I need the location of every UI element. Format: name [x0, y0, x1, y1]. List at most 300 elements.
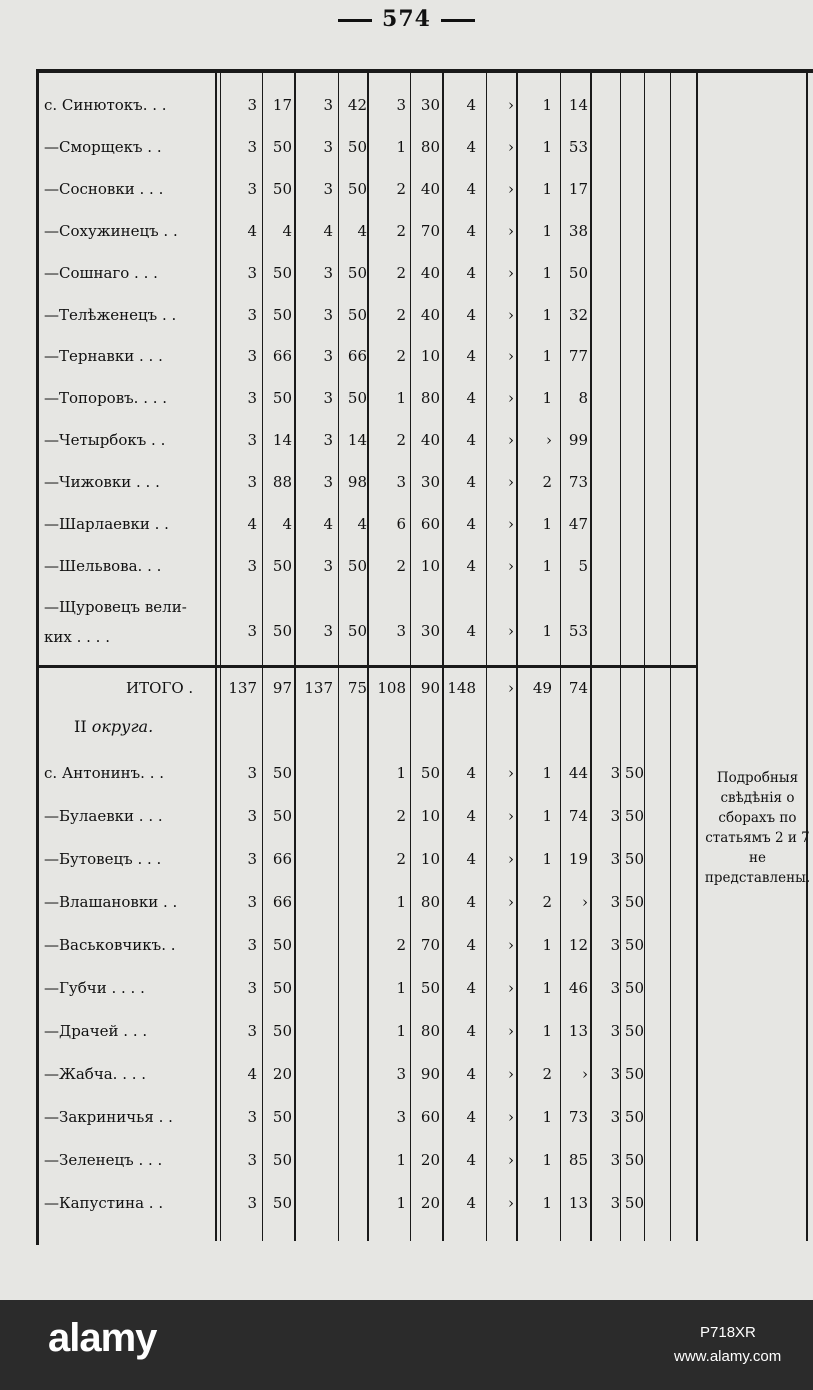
table-cell: 49	[532, 679, 552, 697]
table-cell: 60	[420, 515, 440, 533]
table-cell: 32	[568, 306, 588, 324]
table-cell: 1	[396, 1194, 406, 1212]
table-cell: 13	[568, 1022, 588, 1040]
table-cell: 4	[282, 222, 292, 240]
table-cell: 4	[466, 850, 476, 868]
table-cell: 137	[304, 679, 333, 697]
table-cell: 1	[542, 515, 552, 533]
table-cell: 4	[466, 389, 476, 407]
page-number: 574	[382, 6, 431, 32]
table-cell: 3 50	[610, 893, 644, 911]
table-cell: 14	[347, 431, 367, 449]
table-cell: 1	[396, 389, 406, 407]
table-cell: 4	[466, 1108, 476, 1126]
row-name: —Телѣженецъ . .	[44, 306, 177, 324]
table-cell: 2	[396, 557, 406, 575]
table-cell: 70	[420, 936, 440, 954]
table-cell: 6	[396, 515, 406, 533]
table-cell: 14	[568, 96, 588, 114]
table-cell: 50	[347, 180, 367, 198]
table-cell: 1	[396, 979, 406, 997]
table-cell: 50	[347, 306, 367, 324]
row-name: —Сошнаго . . .	[44, 264, 158, 282]
table-cell: 14	[272, 431, 292, 449]
table-cell: 20	[272, 1065, 292, 1083]
table-cell: 4	[466, 515, 476, 533]
table-cell: 3 50	[610, 1108, 644, 1126]
table-cell: 80	[420, 138, 440, 156]
table-cell: ›	[508, 622, 514, 640]
table-cell: 90	[420, 1065, 440, 1083]
table-cell: 98	[347, 473, 367, 491]
table-cell: 3 50	[610, 979, 644, 997]
table-cell: 108	[377, 679, 406, 697]
table-cell: 3 50	[610, 1065, 644, 1083]
table-cell: 2	[542, 473, 552, 491]
table-cell: 3	[323, 473, 333, 491]
table-cell: 3	[323, 264, 333, 282]
table-cell: ›	[508, 1108, 514, 1126]
table-cell: 1	[542, 1022, 552, 1040]
table-cell: 4	[466, 622, 476, 640]
table-cell: 66	[347, 347, 367, 365]
table-cell: 1	[542, 936, 552, 954]
table-cell: 3	[247, 347, 257, 365]
table-cell: 1	[542, 557, 552, 575]
table-cell: 17	[272, 96, 292, 114]
table-cell: 50	[272, 180, 292, 198]
table-cell: 2	[396, 306, 406, 324]
table-row	[0, 96, 813, 126]
table-cell: 4	[466, 264, 476, 282]
table-cell: 4	[323, 222, 333, 240]
table-cell: 3	[396, 1065, 406, 1083]
table-cell: 4	[357, 222, 367, 240]
row-name: —Булаевки . . .	[44, 807, 163, 825]
table-cell: 1	[542, 138, 552, 156]
table-cell: 3	[323, 306, 333, 324]
table-cell: 1	[542, 264, 552, 282]
table-cell: 50	[272, 936, 292, 954]
table-cell: ›	[508, 431, 514, 449]
table-cell: ›	[508, 979, 514, 997]
table-cell: 50	[272, 1151, 292, 1169]
table-cell: 73	[568, 1108, 588, 1126]
table-cell: 1	[542, 347, 552, 365]
table-cell: 60	[420, 1108, 440, 1126]
table-cell: 3	[247, 1151, 257, 1169]
table-cell: 3	[247, 979, 257, 997]
row-name: —Васьковчикъ. .	[44, 936, 176, 954]
table-cell: 2	[396, 850, 406, 868]
table-cell: 80	[420, 389, 440, 407]
row-name: —Топоровъ. . . .	[44, 389, 168, 407]
table-cell: 137	[228, 679, 257, 697]
table-cell: 50	[272, 764, 292, 782]
table-cell: 50	[272, 306, 292, 324]
table-cell: 90	[420, 679, 440, 697]
table-cell: ›	[508, 893, 514, 911]
table-cell: 1	[542, 979, 552, 997]
table-cell: 3	[323, 180, 333, 198]
table-cell: 20	[420, 1194, 440, 1212]
table-cell: ›	[508, 222, 514, 240]
watermark-logo: alamy	[48, 1316, 157, 1360]
table-cell: 4	[466, 1065, 476, 1083]
table-cell: 4	[466, 431, 476, 449]
table-cell: ›	[508, 96, 514, 114]
table-cell: 2	[396, 180, 406, 198]
table-row	[0, 850, 813, 880]
table-cell: 66	[272, 347, 292, 365]
table-cell: 3	[247, 1022, 257, 1040]
table-cell: ›	[508, 1151, 514, 1169]
table-cell: 40	[420, 180, 440, 198]
table-row	[0, 1194, 813, 1224]
row-name: —Бутовецъ . . .	[44, 850, 162, 868]
table-cell: 3	[247, 764, 257, 782]
table-cell: 50	[272, 557, 292, 575]
table-cell: 1	[542, 1151, 552, 1169]
table-row	[0, 515, 813, 545]
row-name: —Сохужинецъ . .	[44, 222, 178, 240]
table-cell: ›	[508, 347, 514, 365]
table-cell: ›	[508, 1194, 514, 1212]
table-cell: 2	[396, 807, 406, 825]
table-row	[0, 264, 813, 294]
table-cell: 1	[396, 893, 406, 911]
table-cell: ›	[508, 264, 514, 282]
table-cell: 2	[396, 222, 406, 240]
table-cell: 75	[347, 679, 367, 697]
table-cell: 3	[247, 96, 257, 114]
table-cell: 4	[466, 1194, 476, 1212]
table-cell: 3 50	[610, 936, 644, 954]
row-name: —Тернавки . . .	[44, 347, 163, 365]
table-row	[0, 347, 813, 377]
table-cell: 66	[272, 893, 292, 911]
table-cell: 50	[347, 622, 367, 640]
row-name: —Драчей . . .	[44, 1022, 148, 1040]
table-cell: ›	[508, 515, 514, 533]
table-cell: 4	[466, 473, 476, 491]
table-cell: 50	[272, 264, 292, 282]
table-cell: 4	[357, 515, 367, 533]
table-cell: 3	[247, 622, 257, 640]
row-name: —Влашановки . .	[44, 893, 178, 911]
table-cell: ›	[582, 893, 588, 911]
table-cell: 4	[466, 1022, 476, 1040]
table-cell: 80	[420, 1022, 440, 1040]
table-cell: ›	[508, 138, 514, 156]
table-cell: 4	[247, 222, 257, 240]
table-cell: 4	[466, 936, 476, 954]
table-cell: 50	[420, 979, 440, 997]
table-cell: 3	[396, 473, 406, 491]
table-cell: 99	[568, 431, 588, 449]
table-cell: 2	[396, 936, 406, 954]
table-cell: 2	[396, 347, 406, 365]
table-row	[0, 592, 813, 646]
table-cell: ›	[508, 180, 514, 198]
table-cell: 2	[542, 893, 552, 911]
table-cell: ›	[508, 1022, 514, 1040]
table-cell: 50	[347, 264, 367, 282]
table-cell: 1	[542, 389, 552, 407]
table-cell: 3 50	[610, 807, 644, 825]
row-name: —Закриничья . .	[44, 1108, 173, 1126]
table-cell: 3	[247, 1108, 257, 1126]
table-cell: 12	[568, 936, 588, 954]
side-note: Подробныя свѣдѣнія о сборахъ по статьямъ 2 и 7 не представлены.	[704, 770, 811, 886]
table-cell: 53	[568, 622, 588, 640]
table-cell: 3 50	[610, 1194, 644, 1212]
row-name: —Жабча. . . .	[44, 1065, 147, 1083]
table-cell: 88	[272, 473, 292, 491]
row-name: с. Синютокъ. . .	[44, 96, 167, 114]
table-cell: 47	[568, 515, 588, 533]
table-cell: 3	[247, 850, 257, 868]
table-cell: 3 50	[610, 1151, 644, 1169]
table-row	[0, 1065, 813, 1095]
table-cell: 53	[568, 138, 588, 156]
table-cell: 4	[466, 347, 476, 365]
table-cell: 4	[466, 557, 476, 575]
table-cell: ›	[508, 473, 514, 491]
table-cell: 4	[323, 515, 333, 533]
table-cell: 50	[568, 264, 588, 282]
table-cell: 42	[347, 96, 367, 114]
section-number: II	[74, 717, 87, 736]
table-cell: 30	[420, 473, 440, 491]
table-cell: 1	[542, 764, 552, 782]
table-cell: 3	[247, 936, 257, 954]
table-cell: 4	[466, 764, 476, 782]
table-cell: 3	[323, 389, 333, 407]
table-cell: 40	[420, 306, 440, 324]
table-cell: 3	[396, 622, 406, 640]
table-cell: 1	[542, 222, 552, 240]
table-cell: 30	[420, 96, 440, 114]
table-cell: 1	[396, 764, 406, 782]
table-cell: 1	[396, 138, 406, 156]
table-row	[0, 138, 813, 168]
table-cell: 66	[272, 850, 292, 868]
table-cell: 4	[466, 96, 476, 114]
table-cell: 4	[466, 138, 476, 156]
table-cell: 70	[420, 222, 440, 240]
table-cell: 77	[568, 347, 588, 365]
table-cell: ›	[508, 936, 514, 954]
table-cell: 74	[568, 679, 588, 697]
section-heading	[74, 717, 153, 736]
table-cell: 3	[323, 347, 333, 365]
table-cell: 85	[568, 1151, 588, 1169]
table-cell: 13	[568, 1194, 588, 1212]
row-name: —Губчи . . . .	[44, 979, 145, 997]
table-cell: 3	[247, 180, 257, 198]
table-cell: 44	[568, 764, 588, 782]
table-cell: ›	[508, 850, 514, 868]
table-cell: ›	[508, 807, 514, 825]
table-cell: 3	[323, 622, 333, 640]
table-cell: 40	[420, 431, 440, 449]
table-cell: 40	[420, 264, 440, 282]
table-cell: 50	[272, 1022, 292, 1040]
table-cell: 1	[396, 1022, 406, 1040]
table-cell: 97	[272, 679, 292, 697]
table-cell: 3 50	[610, 1022, 644, 1040]
table-cell: 19	[568, 850, 588, 868]
table-cell: 10	[420, 557, 440, 575]
table-cell: 3	[247, 893, 257, 911]
watermark-url: www.alamy.com	[674, 1348, 782, 1365]
table-row	[0, 807, 813, 837]
table-cell: 50	[272, 1194, 292, 1212]
row-name: ИТОГО .	[126, 679, 194, 697]
table-cell: ›	[508, 389, 514, 407]
row-name: —Чижовки . . .	[44, 473, 160, 491]
header-dash-left	[338, 19, 372, 22]
table-row	[0, 1108, 813, 1138]
table-cell: 38	[568, 222, 588, 240]
table-cell: 3	[247, 807, 257, 825]
table-cell: 148	[447, 679, 476, 697]
table-cell: 50	[347, 557, 367, 575]
table-cell: 17	[568, 180, 588, 198]
row-name: —Четырбокъ . .	[44, 431, 166, 449]
table-cell: 4	[247, 515, 257, 533]
table-cell: 20	[420, 1151, 440, 1169]
table-row	[0, 764, 813, 794]
table-cell: 4	[466, 306, 476, 324]
table-cell: ›	[508, 306, 514, 324]
table-cell: 4	[247, 1065, 257, 1083]
table-cell: ›	[546, 431, 552, 449]
table-cell: 1	[542, 180, 552, 198]
table-cell: 3	[247, 557, 257, 575]
table-cell: 3	[247, 306, 257, 324]
row-name: —Сосновки . . .	[44, 180, 164, 198]
table-cell: 1	[396, 1151, 406, 1169]
table-cell: 50	[272, 138, 292, 156]
section-word: округа.	[91, 717, 154, 736]
table-row	[0, 679, 813, 709]
table-cell: 4	[466, 807, 476, 825]
table-cell: 1	[542, 306, 552, 324]
table-cell: 30	[420, 622, 440, 640]
table-cell: ›	[582, 1065, 588, 1083]
table-cell: 2	[396, 264, 406, 282]
table-cell: 1	[542, 807, 552, 825]
watermark-image-id: P718XR	[700, 1324, 756, 1341]
table-cell: 50	[347, 138, 367, 156]
table-row	[0, 1151, 813, 1181]
table-cell: 50	[272, 1108, 292, 1126]
table-row	[0, 979, 813, 1009]
table-cell: 73	[568, 473, 588, 491]
table-cell: 46	[568, 979, 588, 997]
table-row	[0, 893, 813, 923]
table-cell: 2	[542, 1065, 552, 1083]
table-cell: 3	[396, 1108, 406, 1126]
row-name: —Зеленецъ . . .	[44, 1151, 163, 1169]
table-cell: 3	[323, 138, 333, 156]
row-name: —Шельвова. . .	[44, 557, 162, 575]
table-cell: 3	[247, 389, 257, 407]
row-name: —Щуровецъ вели-ких . . . .	[44, 598, 187, 646]
table-cell: 50	[420, 764, 440, 782]
row-name: с. Антонинъ. . .	[44, 764, 164, 782]
table-cell: 1	[542, 850, 552, 868]
table-cell: 8	[578, 389, 588, 407]
table-cell: 3 50	[610, 850, 644, 868]
row-name: —Капустина . .	[44, 1194, 164, 1212]
table-row	[0, 473, 813, 503]
table-cell: 3	[247, 138, 257, 156]
table-cell: 3	[396, 96, 406, 114]
table-cell: 3 50	[610, 764, 644, 782]
table-row	[0, 936, 813, 966]
table-cell: 10	[420, 807, 440, 825]
table-cell: 50	[272, 622, 292, 640]
table-cell: 4	[466, 979, 476, 997]
table-cell: 1	[542, 1194, 552, 1212]
table-cell: 80	[420, 893, 440, 911]
table-cell: 4	[466, 180, 476, 198]
table-cell: 3	[323, 557, 333, 575]
table-row	[0, 180, 813, 210]
table-cell: 3	[247, 473, 257, 491]
table-cell: 4	[282, 515, 292, 533]
page-header	[0, 6, 813, 32]
table-cell: 50	[272, 979, 292, 997]
table-cell: 50	[347, 389, 367, 407]
table-row	[0, 222, 813, 252]
table-cell: 4	[466, 893, 476, 911]
row-name: —Сморщекъ . .	[44, 138, 162, 156]
table-cell: 1	[542, 96, 552, 114]
table-cell: 3	[323, 96, 333, 114]
table-row	[0, 389, 813, 419]
table-cell: 74	[568, 807, 588, 825]
table-cell: ›	[508, 679, 514, 697]
table-cell: 1	[542, 1108, 552, 1126]
table-row	[0, 306, 813, 336]
table-row	[0, 557, 813, 587]
table-cell: ›	[508, 1065, 514, 1083]
table-cell: 50	[272, 807, 292, 825]
table-cell: ›	[508, 557, 514, 575]
table-cell: 2	[396, 431, 406, 449]
table-cell: 3	[247, 1194, 257, 1212]
table-cell: 5	[578, 557, 588, 575]
table-cell: 10	[420, 347, 440, 365]
table-row	[0, 1022, 813, 1052]
table-cell: 50	[272, 389, 292, 407]
table-cell: 3	[247, 431, 257, 449]
table-cell: 4	[466, 222, 476, 240]
table-row	[0, 431, 813, 461]
table-cell: 10	[420, 850, 440, 868]
table-cell: 1	[542, 622, 552, 640]
table-cell: 4	[466, 1151, 476, 1169]
header-dash-right	[441, 19, 475, 22]
table-cell: 3	[247, 264, 257, 282]
table-cell: 3	[323, 431, 333, 449]
row-name: —Шарлаевки . .	[44, 515, 169, 533]
table-cell: ›	[508, 764, 514, 782]
